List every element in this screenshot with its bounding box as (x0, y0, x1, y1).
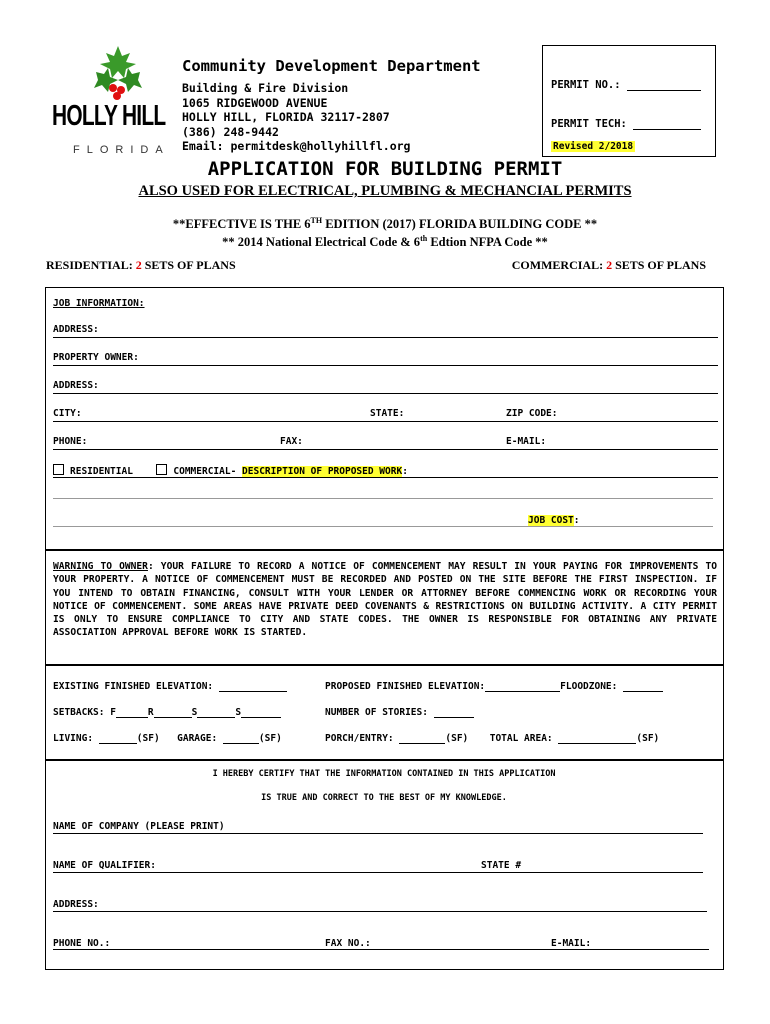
company-field[interactable] (53, 833, 703, 834)
commercial-plans-label: COMMERCIAL: (511, 258, 607, 272)
warning-section (45, 549, 724, 666)
codes-text-end: Edtion NFPA Code ** (427, 235, 548, 250)
residential-plans (46, 258, 236, 272)
page-title: APPLICATION FOR BUILDING PERMIT (207, 158, 563, 180)
effective-sup: TH (310, 216, 323, 225)
commercial-checkbox-label: COMMERCIAL- (173, 466, 243, 477)
residential-plans-count: 2 (135, 258, 142, 272)
permit-tech-field[interactable] (633, 119, 701, 130)
setbacks-row (53, 707, 281, 718)
commercial-checkbox[interactable] (156, 464, 167, 475)
permit-no-field[interactable] (627, 80, 701, 91)
setback-side2-field[interactable] (241, 708, 281, 718)
logo-state: FLORIDA (73, 144, 170, 156)
description-line-1[interactable] (53, 477, 718, 478)
contractor-address-field[interactable] (53, 911, 707, 912)
department-header (182, 57, 481, 154)
job-address-label: ADDRESS: (53, 324, 99, 335)
warning-text: : YOUR FAILURE TO RECORD A NOTICE OF COMMENCEMENT MAY RESULT IN YOUR PAYING FOR IMPROVEMENTS TO YOUR PROPERTY. A NOTICE OF COMMENCEMENT MUST BE RECORDED AND POSTED ON THE SITE BEFORE THE FIRST INSPECTION. IF YOU INTEND TO OBTAIN FINANCING, CONSULT WITH YOUR LENDER OR ATTORNEY BEFORE COMMENCING WORK OR RECORDING YOUR NOTICE OF COMMENCEMENT. SOME AREAS HAVE PRIVATE DEED COVENANTS & RESTRICTIONS ON BUILDING ACTIVITY. A CITY PERMIT IS ONLY TO ENSURE COMPLIANCE TO CITY AND STATE CODES. THE OWNER IS RESPONSIBLE FOR OBTAINING ANY PRIVATE ASSOCIATION APPROVAL BEFORE WORK IS STARTED. (53, 561, 718, 639)
street-address: 1065 RIDGEWOOD AVENUE (182, 95, 328, 110)
setback-rear-label: R (147, 707, 154, 718)
phone-label: PHONE: (53, 436, 88, 447)
stories-field[interactable] (434, 708, 474, 718)
job-cost-label: JOB COST (528, 515, 574, 526)
setback-side1-label: S (191, 707, 198, 718)
floodzone-field[interactable] (623, 682, 663, 692)
permit-office-box (542, 45, 716, 157)
plan-sets-line (46, 258, 706, 273)
commercial-plans-count: 2 (606, 258, 613, 272)
existing-elevation-field[interactable] (219, 682, 287, 692)
proposed-elevation-label: PROPOSED FINISHED ELEVATION: (325, 681, 486, 692)
description-line-2[interactable] (53, 498, 713, 499)
description-label: DESCRIPTION OF PROPOSED WORK (242, 466, 403, 477)
setback-side1-field[interactable] (197, 708, 235, 718)
total-area-unit: (SF) (636, 733, 660, 744)
qualifier-label: NAME OF QUALIFIER: (53, 860, 156, 871)
certify-line-1: I HEREBY CERTIFY THAT THE INFORMATION CONTAINED IN THIS APPLICATION (212, 769, 556, 779)
certification-section (45, 759, 724, 970)
elevation-section (45, 664, 724, 761)
state-number-label: STATE # (481, 860, 522, 871)
stories-label: NUMBER OF STORIES: (325, 707, 428, 718)
holly-hill-logo (40, 44, 180, 164)
effective-text-end: EDITION (2017) FLORIDA BUILDING CODE ** (322, 217, 598, 232)
contractor-address-label: ADDRESS: (53, 899, 99, 910)
porch-label: PORCH/ENTRY: (325, 733, 394, 744)
floodzone-label: FLOODZONE: (560, 681, 618, 692)
qualifier-field[interactable] (53, 872, 703, 873)
owner-address-label: ADDRESS: (53, 380, 99, 391)
job-cost-colon: : (573, 515, 580, 526)
revised-date: Revised 2/2018 (553, 141, 634, 152)
residential-checkbox-label: RESIDENTIAL (70, 466, 133, 477)
page-subtitle: ALSO USED FOR ELECTRICAL, PLUMBING & MECHANCIAL PERMITS (138, 183, 632, 199)
porch-total-row (325, 733, 659, 744)
city-state-zip-field[interactable] (53, 421, 718, 422)
work-type-row (53, 464, 408, 477)
commercial-plans-suffix: SETS OF PLANS (612, 258, 706, 272)
residential-plans-suffix: SETS OF PLANS (141, 258, 236, 272)
effective-code-note (0, 216, 770, 232)
porch-unit: (SF) (445, 733, 469, 744)
job-info-heading: JOB INFORMATION: (53, 298, 145, 309)
job-cost-row (528, 515, 580, 526)
elevation-row (53, 681, 287, 692)
permit-no-label: PERMIT NO.: (551, 79, 621, 91)
owner-address-field[interactable] (53, 393, 718, 394)
porch-field[interactable] (399, 734, 445, 744)
living-field[interactable] (99, 734, 137, 744)
description-colon: : (402, 466, 408, 477)
garage-field[interactable] (223, 734, 259, 744)
residential-checkbox[interactable] (53, 464, 64, 475)
area-row (53, 733, 282, 744)
property-owner-label: PROPERTY OWNER: (53, 352, 139, 363)
commercial-plans (512, 258, 706, 273)
electrical-code-note (0, 234, 770, 250)
job-cost-field[interactable] (53, 526, 713, 527)
job-address-field[interactable] (53, 337, 718, 338)
stories-row (325, 707, 474, 718)
city-label: CITY: (53, 408, 82, 419)
city-line: HOLLY HILL, FLORIDA 32117-2807 (182, 110, 390, 125)
email-label: E-MAIL: (506, 436, 547, 447)
setback-rear-field[interactable] (154, 708, 192, 718)
zip-label: ZIP CODE: (506, 408, 558, 419)
total-area-field[interactable] (558, 734, 636, 744)
permit-tech-label: PERMIT TECH: (551, 118, 627, 130)
contractor-fax-label: FAX NO.: (325, 938, 371, 949)
contractor-contact-field[interactable] (53, 949, 709, 950)
certify-line-2: IS TRUE AND CORRECT TO THE BEST OF MY KNOWLEDGE. (261, 793, 507, 803)
holly-leaves-icon (88, 44, 148, 106)
warning-label: WARNING TO OWNER (53, 561, 148, 572)
residential-plans-label: RESIDENTIAL: (46, 258, 136, 272)
property-owner-field[interactable] (53, 365, 718, 366)
logo-wordmark: HOLLY HILL (52, 100, 166, 132)
phone-number: (386) 248-9442 (182, 124, 279, 139)
setback-front-field[interactable] (116, 708, 148, 718)
setbacks-label: SETBACKS: F (53, 707, 116, 718)
warning-paragraph (53, 560, 717, 640)
contractor-email-label: E-MAIL: (551, 938, 592, 949)
proposed-row (325, 681, 663, 692)
state-label: STATE: (370, 408, 405, 419)
department-name: Community Development Department (182, 57, 481, 75)
living-unit: (SF) (136, 733, 160, 744)
job-information-section (45, 287, 724, 551)
garage-unit: (SF) (258, 733, 282, 744)
contractor-phone-label: PHONE NO.: (53, 938, 111, 949)
existing-elevation-label: EXISTING FINISHED ELEVATION: (53, 681, 214, 692)
effective-text: **EFFECTIVE IS THE 6 (172, 217, 311, 232)
total-area-label: TOTAL AREA: (489, 733, 553, 744)
phone-fax-email-field[interactable] (53, 449, 718, 450)
codes-sup: th (420, 234, 428, 243)
setback-side2-label: S (235, 707, 242, 718)
company-label: NAME OF COMPANY (PLEASE PRINT) (53, 821, 225, 832)
proposed-elevation-field[interactable] (485, 682, 560, 692)
fax-label: FAX: (280, 436, 303, 447)
division-name: Building & Fire Division (182, 81, 349, 95)
garage-label: GARAGE: (177, 733, 218, 744)
email-address[interactable]: Email: permitdesk@hollyhillfl.org (182, 139, 411, 154)
codes-text: ** 2014 National Electrical Code & 6 (222, 235, 421, 250)
living-label: LIVING: (53, 733, 94, 744)
